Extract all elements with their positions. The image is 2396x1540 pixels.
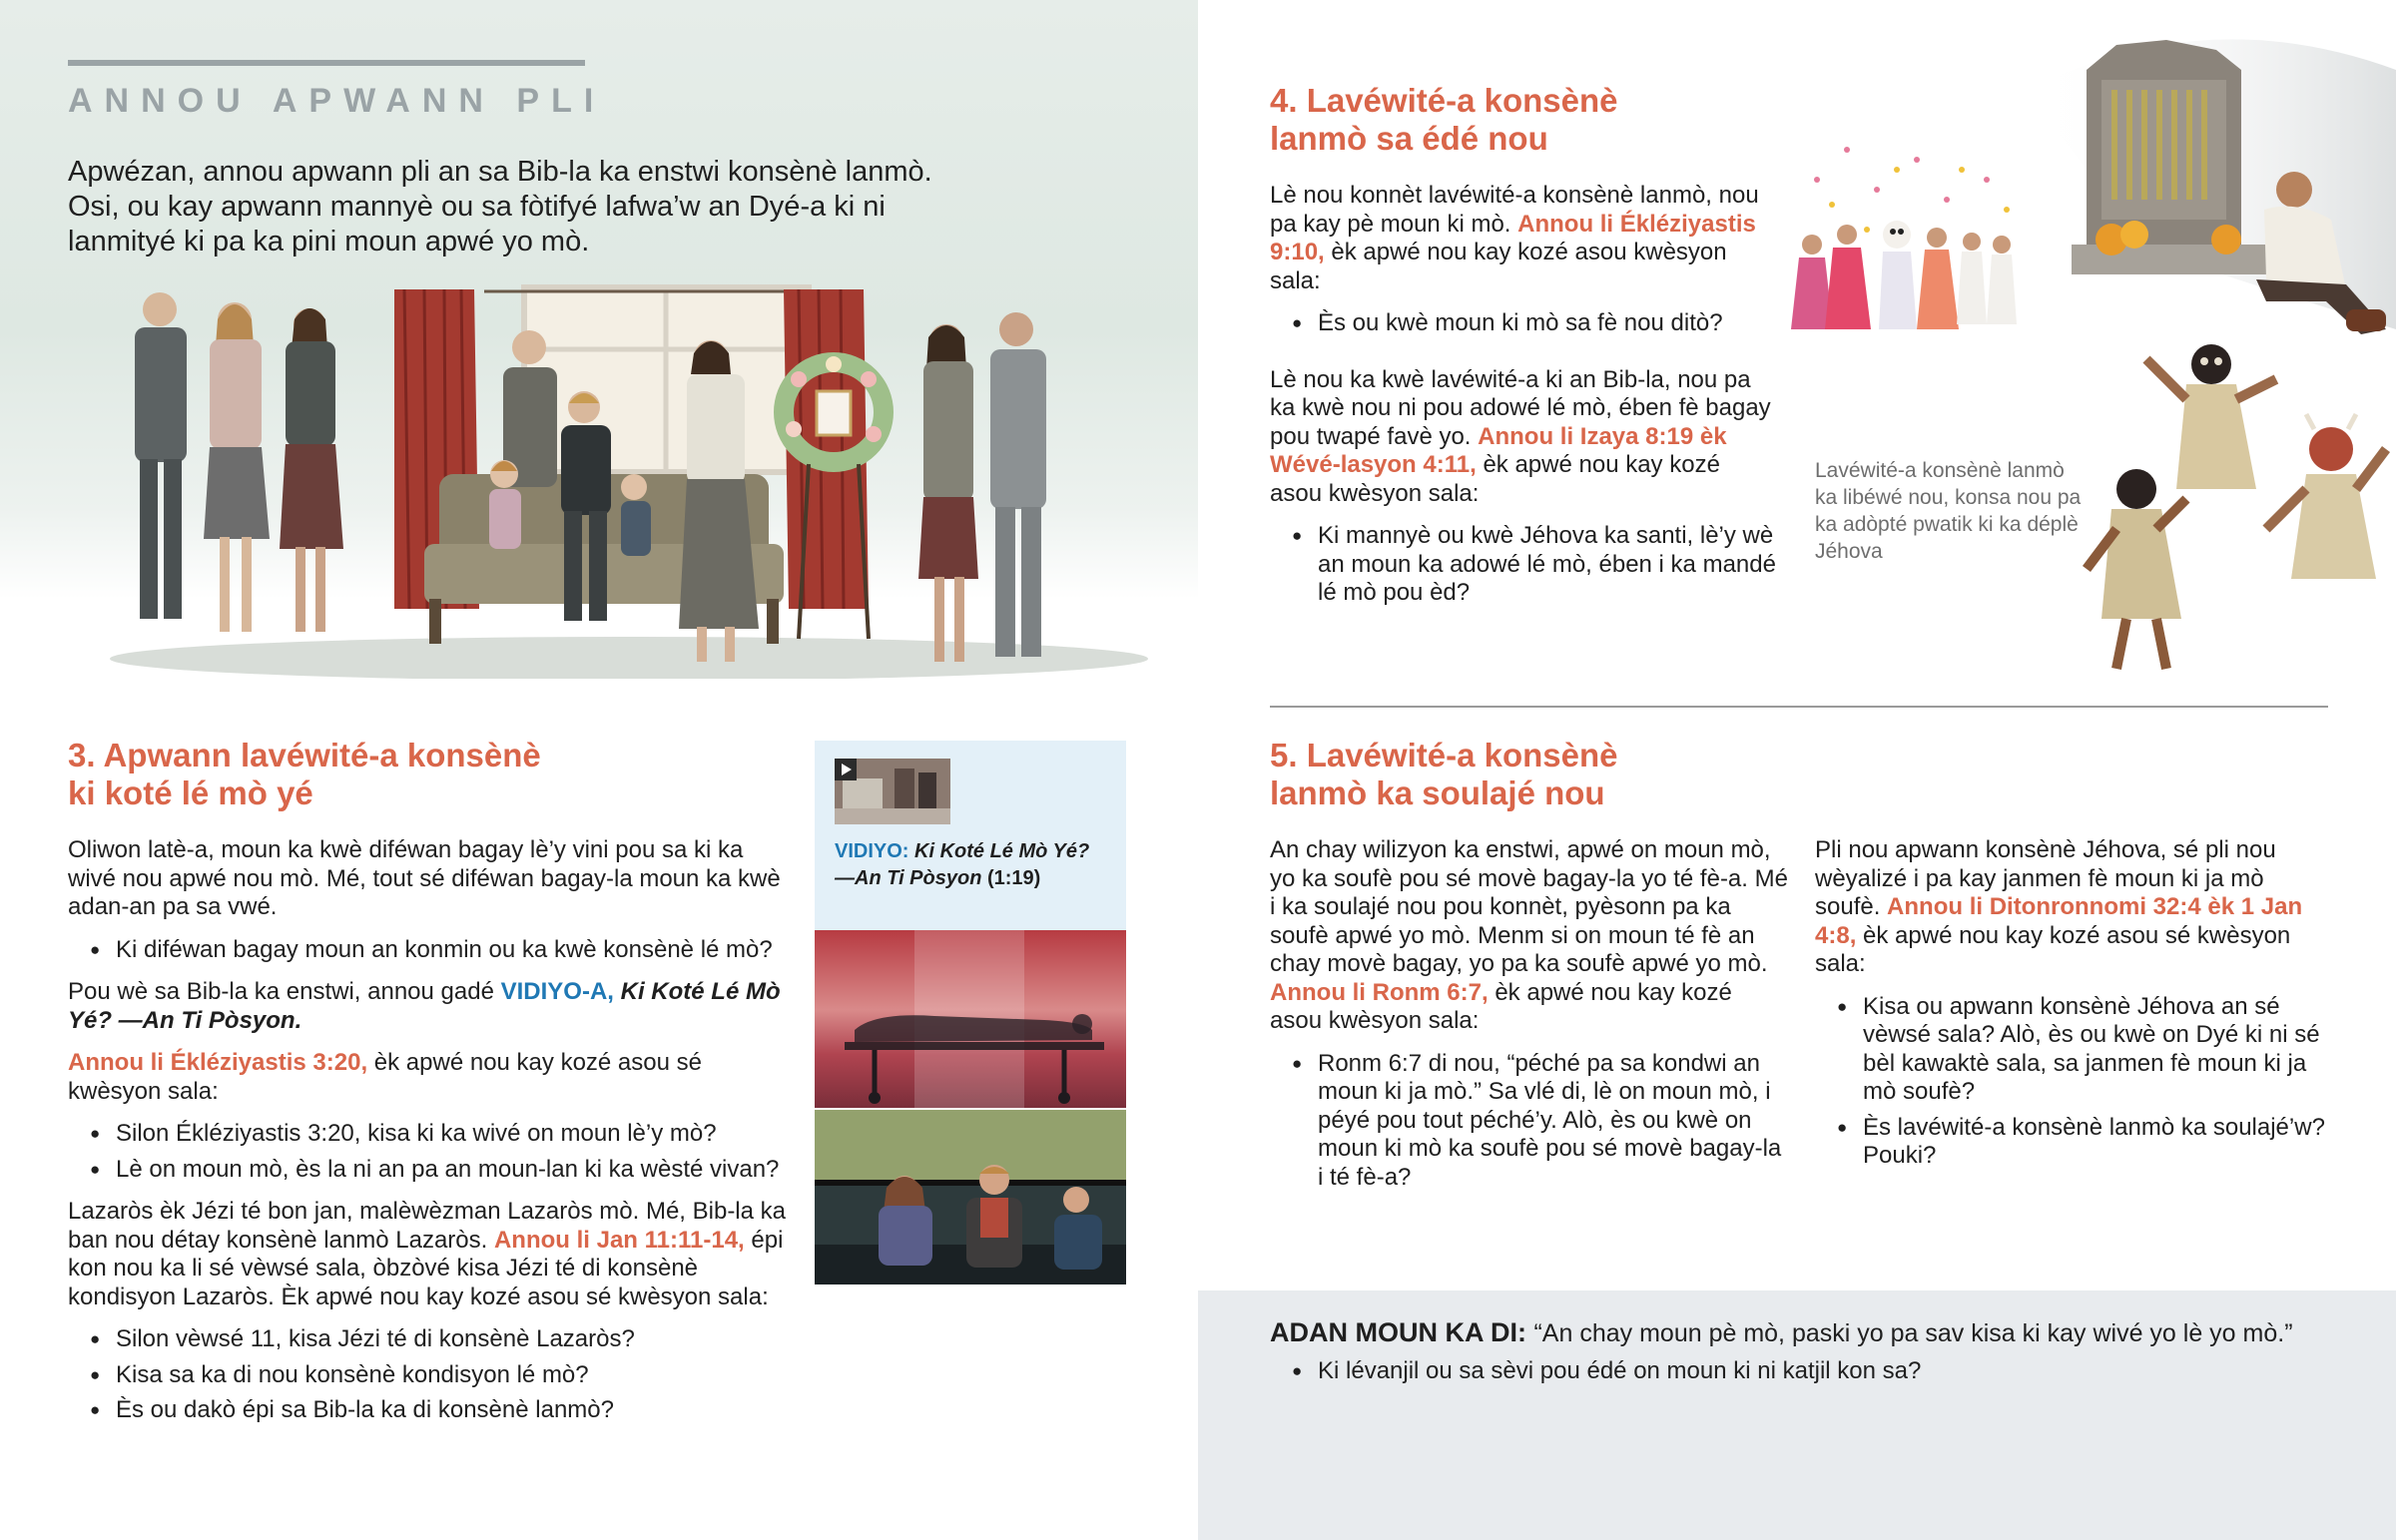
funeral-family-illustration: [100, 279, 1158, 679]
list-item: ● Silon Ékléziyastis 3:20, kisa ki ka wivé on moun lè’y mò?: [68, 1120, 787, 1149]
list-item: ● Kisa ou apwann konsènè Jéhova an sé vèwsé sala? Alò, ès ou kwè on Dyé ki ni sé bèl kawaktè sala, sa janmen fè moun ki ja mò soufè?: [1815, 993, 2334, 1107]
section-3-bullets-3: [68, 1325, 787, 1425]
list-item: ● Ès ou dakò épi sa Bib-la ka di konsènè lanmò?: [68, 1396, 787, 1425]
section-3-bullets-2: [68, 1120, 787, 1184]
section-5-left-column: [1270, 836, 1789, 1192]
section-4-heading-line1: 4. Lavéwité-a konsènè: [1270, 82, 1618, 119]
section-5-heading-line1: 5. Lavéwité-a konsènè: [1270, 737, 1618, 773]
section-4-bullets-1: [1270, 309, 1777, 338]
section-5-left-bullets: [1270, 1050, 1789, 1193]
section-5-heading: [1270, 737, 1829, 812]
section-5-right-paragraph: Pli nou apwann konsènè Jéhova, sé pli nou wèyalizé i pa kay janmen fè moun ki ja mò soufè. Annou li Ditonronnomi 32:4 èk 1 Jan 4:8, èk apwé nou kay kozé asou sé kwèsyon sala:: [1815, 836, 2303, 977]
list-item: ● Silon vèwsé 11, kisa Jézi té di konsènè Lazaròs?: [68, 1325, 787, 1354]
grieving-family-train-photo: [815, 1110, 1126, 1284]
list-item: ● Ki lévanjil ou sa sèvi pou édé on moun ki ni katjil kon sa?: [1270, 1356, 2348, 1386]
section-5-right-bullets: [1815, 993, 2334, 1171]
section-4-paragraph-1: Lè nou konnèt lavéwité-a konsènè lanmò, nou pa kay pè moun ki mò. Annou li Ékléziyastis 9:10, èk apwé nou kay kozé asou kwèsyon sala:: [1270, 182, 1759, 294]
list-item: ● Kisa sa ka di nou konsènè kondisyon lé mò?: [68, 1361, 787, 1390]
list-item: ● Ès lavéwité-a konsènè lanmò ka soulajé’w? Pouki?: [1815, 1114, 2334, 1171]
section-4-heading: [1270, 82, 1829, 158]
hospital-bed-photo: [815, 930, 1126, 1108]
list-item: ● Ki mannyè ou kwè Jéhova ka santi, lè’y wè an moun ka adowé lé mò, ében i ka mandé lé mò pou èd?: [1270, 522, 1777, 608]
banner-rule: [68, 60, 585, 66]
section-3-paragraph-4: Lazaròs èk Jézi té bon jan, malèwèzman Lazaròs mò. Mé, Bib-la ka ban nou détay konsènè lanmò Lazaròs. Annou li Jan 11:11-14, épi kon nou ka li sé vèwsé sala, òbzòvé kisa Jézi té di konsènè kondisyon Lazaròs. Èk apwé nou kay kozé asou sé kwèsyon sala:: [68, 1198, 787, 1310]
section-divider: [1270, 706, 2328, 708]
section-4-bullets-2: [1270, 522, 1777, 608]
section-3-paragraph-2: Pou wè sa Bib-la ka enstwi, annou gadé VIDIYO-A, Ki Koté Lé Mò Yé? —An Ti Pòsyon.: [68, 978, 781, 1034]
quote-content: [1270, 1317, 2348, 1386]
quote-bullets: [1270, 1356, 2348, 1386]
section-5-right-column: [1815, 836, 2334, 1171]
scripture-ref-romans-6-7[interactable]: Annou li Ronm 6:7,: [1270, 978, 1496, 1006]
section-3-body: [68, 836, 787, 1425]
quote-line: [1270, 1317, 2348, 1348]
section-3-bullets-1: [68, 936, 787, 965]
quote-label: ADAN MOUN KA DI:: [1270, 1317, 1534, 1347]
video-caption: [835, 838, 1124, 892]
section-3-heading-line2: ki koté lé mò yé: [68, 774, 313, 811]
section-3-paragraph-1: Oliwon latè-a, moun ka kwè diféwan bagay lè’y vini pou sa ki ka wivé nou apwé nou mò. Mé, tout sé diféwan bagay-la moun ka kwè adan-an pa sa vwé.: [68, 836, 781, 920]
list-item: ● Ki diféwan bagay moun an konmin ou ka kwè konsènè lé mò?: [68, 936, 787, 965]
list-item: ● Ronm 6:7 di nou, “péché pa sa kondwi an moun ki ja mò.” Sa vlé di, lè on moun mò, i péyé pou tout péché’y. Alò, ès ou kwè on moun ki mò ka soufè pou sé movè bagay-la i té fè-a?: [1270, 1050, 1789, 1193]
scripture-ref-isaiah-revelation[interactable]: Annou li Izaya 8:19 èk Wévé-lasyon 4:11,: [1270, 422, 1727, 478]
section-5-left-paragraph: An chay wilizyon ka enstwi, apwé on moun mò, yo ka soufè pou sé movè bagay-la yo té fè-a. Mé i ka soulajé nou pou konnèt, pyèsonn pa ka soufè apwé yo mò. Menm si on moun té fè an chay movè bagay, yo pa ka soufè apwé yo mò. Annou li Ronm 6:7, èk apwé nou kay kozé asou kwèsyon sala:: [1270, 836, 1788, 1034]
quote-text: “An chay moun pè mò, paski yo pa sav kisa ki kay wivé yo lè yo mò.”: [1533, 1319, 2293, 1347]
section-3-heading: [68, 737, 767, 812]
video-subtitle: —An Ti Pòsyon: [835, 867, 982, 889]
section-4-body: [1270, 182, 1777, 608]
scripture-ref-john-11[interactable]: Annou li Jan 11:11-14,: [493, 1226, 752, 1254]
section-3-paragraph-3: Annou li Ékléziyastis 3:20, èk apwé nou kay kozé asou sé kwèsyon sala:: [68, 1049, 702, 1105]
section-4-heading-line2: lanmò sa édé nou: [1270, 120, 1548, 157]
list-item: ● Lè on moun mò, ès la ni an pa an moun-lan ki ka wèsté vivan?: [68, 1156, 787, 1185]
list-item: ● Ès ou kwè moun ki mò sa fè nou ditò?: [1270, 309, 1777, 338]
banner-intro-text: Apwézan, annou apwann pli an sa Bib-la ka enstwi konsènè lanmò. Osi, ou kay apwann mannyè ou sa fòtifyé lafwa’w an Dyé-a ki ni lanmityé ki pa ka pini moun apwé yo mò.: [68, 156, 932, 257]
play-icon[interactable]: [835, 759, 857, 780]
illustration-caption: Lavéwité-a konsènè lanmò ka libéwé nou, konsa nou pa ka adòpté pwatik ki ka déplè Jéhova: [1815, 459, 2082, 563]
section-4-paragraph-2: Lè nou ka kwè lavéwité-a ki an Bib-la, nou pa ka kwè nou ni pou adowé lé mò, ében fè bagay pou twapé favè yo. Annou li Izaya 8:19 èk Wévé-lasyon 4:11, èk apwé nou kay kozé asou kwèsyon sala:: [1270, 365, 1771, 507]
video-title[interactable]: Ki Koté Lé Mò Yé?: [914, 840, 1090, 862]
section-5-heading-line2: lanmò ka soulajé nou: [1270, 774, 1605, 811]
video-duration: (1:19): [981, 867, 1041, 889]
scripture-ref-deuteronomy-1-john[interactable]: Annou li Ditonronnomi 32:4 èk 1 Jan 4:8,: [1815, 893, 2303, 949]
video-link[interactable]: VIDIYO-A,: [500, 978, 621, 1005]
ancestor-worship-illustration: [1787, 30, 2396, 679]
scripture-ref-ecclesiastes-9-10[interactable]: Annou li Ékléziyastis 9:10,: [1270, 210, 1756, 265]
video-title-link[interactable]: Ki Koté Lé Mò Yé? —An Ti Pòsyon.: [68, 978, 781, 1034]
section-3-heading-line1: 3. Apwann lavéwité-a konsènè: [68, 737, 541, 773]
video-label: VIDIYO:: [835, 840, 915, 862]
scripture-ref-ecclesiastes-3-20[interactable]: Annou li Ékléziyastis 3:20,: [68, 1049, 374, 1076]
banner-title: ANNOU APWANN PLI: [68, 82, 606, 120]
